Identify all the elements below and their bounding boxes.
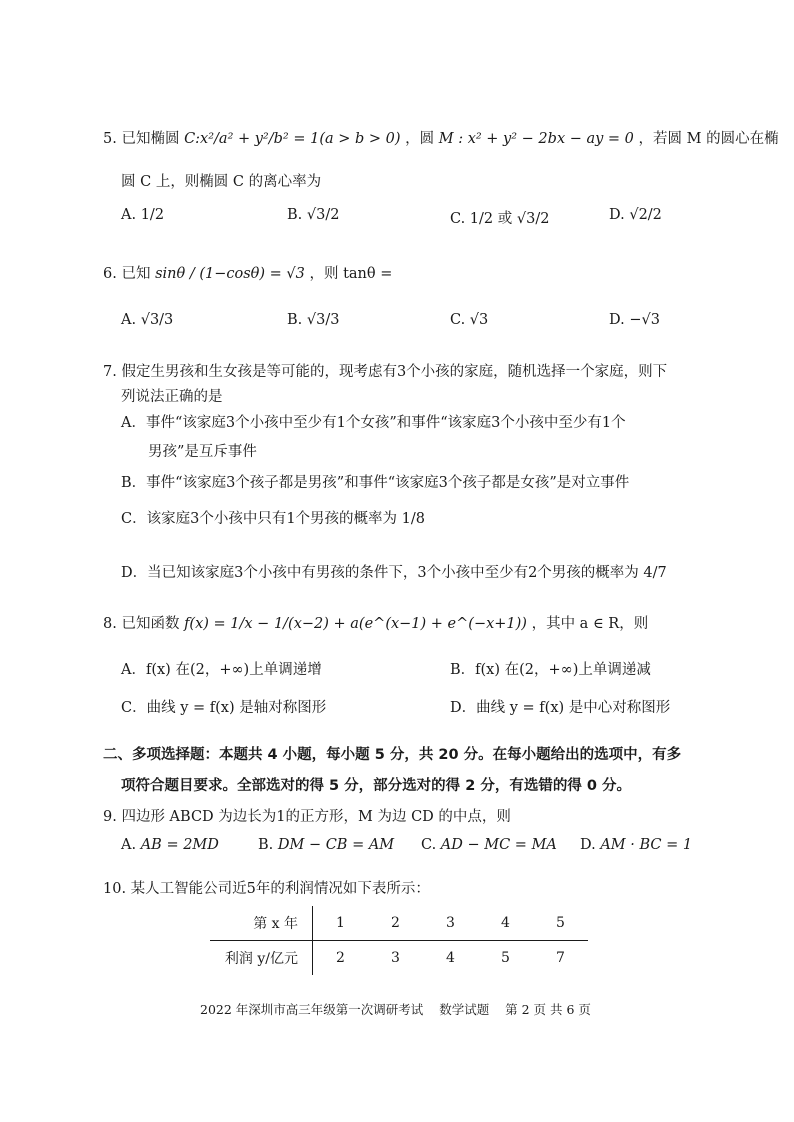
q6-number: 6. [103, 266, 117, 282]
q8-function: f(x) = 1/x − 1/(x−2) + a(e^(x−1) + e^(−x+1)) [184, 616, 527, 632]
q8-option-a: A．f(x) 在(2，+∞)上单调递增 [121, 662, 322, 678]
q9-option-c-value: AD − MC = MA [440, 837, 557, 853]
q7-option-d [121, 561, 667, 582]
q5-circle-equation: M : x² + y² − 2bx − ay = 0 [438, 131, 634, 147]
q6-text-a: 已知 [121, 266, 151, 282]
q5-option-a-value: 1/2 [140, 207, 165, 223]
q9-option-b-value: DM − CB = AM [277, 837, 395, 853]
q6-option-d [609, 312, 660, 328]
table-cell: 5 [533, 906, 588, 941]
q5-line2: 圆 C 上，则椭圆 C 的离心率为 [121, 174, 322, 190]
q7-option-c-fraction: 1/8 [401, 511, 425, 527]
q6-option-d-value: −√3 [629, 312, 660, 328]
profit-table [210, 906, 588, 975]
q5-option-c [450, 207, 549, 228]
q6-option-a [121, 312, 173, 328]
q8-option-d: D．曲线 y = f(x) 是中心对称图形 [450, 700, 671, 716]
q9-option-b-label: B. [258, 837, 274, 853]
q6-option-c-label: C. [450, 312, 466, 328]
q5-option-b-value: √3/2 [306, 207, 340, 223]
q9-option-c-label: C. [421, 837, 437, 853]
q6-option-b-label: B. [287, 312, 303, 328]
q7-text-line2: 列说法正确的是 [121, 389, 223, 405]
table-header-profit: 利润 y/亿元 [210, 941, 313, 976]
q10-text: 某人工智能公司近5年的利润情况如下表所示： [130, 881, 430, 897]
q5-text-c: ，若圆 M 的圆心在椭 [638, 131, 779, 147]
q5-ellipse-equation: C:x²/a² + y²/b² = 1(a > b > 0) [184, 131, 401, 147]
q9-option-a-value: AB = 2MD [140, 837, 219, 853]
q5-option-a [121, 207, 164, 223]
q7-line1 [103, 360, 667, 381]
q9-option-b [258, 837, 394, 853]
footer-exam-name: 2022 年深圳市高三年级第一次调研考试 [200, 1002, 424, 1017]
q6-option-b-value: √3/3 [306, 312, 340, 328]
q9-option-d-value: AM · BC = 1 [600, 837, 693, 853]
q5-option-b-label: B. [287, 207, 303, 223]
page-footer [200, 1000, 591, 1018]
section2-heading-line2: 项符合题目要求。全部选对的得 5 分，部分选对的得 2 分，有选错的得 0 分。 [121, 778, 632, 794]
table-cell: 7 [556, 950, 565, 966]
q5-option-d-value: √2/2 [629, 207, 662, 223]
q9-text: 四边形 ABCD 为边长为1的正方形，M 为边 CD 的中点，则 [121, 809, 511, 825]
q9-line1 [103, 805, 511, 826]
q6-line1 [103, 262, 392, 283]
q7-option-d-text: D．当已知该家庭3个小孩中有男孩的条件下，3个小孩中至少有2个男孩的概率为 [121, 565, 639, 581]
q10-line1 [103, 877, 430, 898]
q8-option-c: C．曲线 y = f(x) 是轴对称图形 [121, 700, 327, 716]
footer-subject: 数学试题 [439, 1002, 490, 1017]
q8-text-a: 已知函数 [121, 616, 180, 632]
q7-option-c [121, 507, 425, 528]
q5-option-d [609, 207, 662, 223]
table-cell: 5 [501, 950, 510, 966]
q9-option-a [121, 837, 219, 853]
q7-option-d-fraction: 4/7 [643, 565, 667, 581]
table-cell: 2 [336, 950, 345, 966]
q9-option-a-label: A. [121, 837, 137, 853]
q8-number: 8. [103, 616, 117, 632]
q5-text-a: 已知椭圆 [121, 131, 180, 147]
table-cell: 3 [391, 950, 400, 966]
footer-page-number: 第 2 页 共 6 页 [505, 1002, 591, 1017]
q6-text-b: ，则 tanθ = [309, 266, 393, 282]
q7-text-line1: 假定生男孩和生女孩是等可能的，现考虑有3个小孩的家庭，随机选择一个家庭，则下 [121, 364, 668, 380]
q5-number: 5. [103, 131, 117, 147]
q9-option-d [580, 837, 692, 853]
q6-expression: sinθ / (1−cosθ) = √3 [155, 266, 305, 282]
q5-option-d-label: D. [609, 207, 625, 223]
q7-option-a-line2: 男孩”是互斥事件 [148, 444, 257, 460]
q6-option-c [450, 312, 488, 328]
q7-option-c-text: C．该家庭3个小孩中只有1个男孩的概率为 [121, 511, 398, 527]
q7-option-a-line1: A．事件“该家庭3个小孩中至少有1个女孩”和事件“该家庭3个小孩中至少有1个 [121, 415, 626, 431]
table-header-year: 第 x 年 [210, 906, 313, 941]
q6-option-b [287, 312, 339, 328]
q5-option-c-value: 1/2 或 √3/2 [469, 211, 550, 227]
q6-option-c-value: √3 [469, 312, 489, 328]
table-cell: 4 [446, 950, 455, 966]
q6-option-a-value: √3/3 [140, 312, 174, 328]
q7-option-b: B．事件“该家庭3个孩子都是男孩”和事件“该家庭3个孩子都是女孩”是对立事件 [121, 475, 630, 491]
q8-line1 [103, 612, 648, 633]
q6-option-d-label: D. [609, 312, 625, 328]
q8-option-b: B．f(x) 在(2，+∞)上单调递减 [450, 662, 651, 678]
q5-option-b [287, 207, 339, 223]
q7-number: 7. [103, 364, 117, 380]
table-cell: 1 [313, 906, 369, 941]
q9-number: 9. [103, 809, 117, 825]
q6-option-a-label: A. [121, 312, 137, 328]
section2-heading-line1: 二、多项选择题：本题共 4 小题，每小题 5 分，共 20 分。在每小题给出的选项中，有多 [103, 747, 682, 763]
q5-option-c-label: C. [450, 211, 466, 227]
q9-option-c [421, 837, 557, 853]
table-cell: 2 [368, 906, 423, 941]
q5-text-b: ，圆 [405, 131, 435, 147]
q5-line1 [103, 127, 779, 148]
table-cell: 3 [423, 906, 478, 941]
q10-number: 10. [103, 881, 127, 897]
table-row-years [210, 906, 588, 941]
q5-option-a-label: A. [121, 207, 137, 223]
q8-text-b: ，其中 a ∈ R，则 [531, 616, 649, 632]
table-row-profits [210, 941, 588, 976]
q9-option-d-label: D. [580, 837, 596, 853]
table-cell: 4 [478, 906, 533, 941]
